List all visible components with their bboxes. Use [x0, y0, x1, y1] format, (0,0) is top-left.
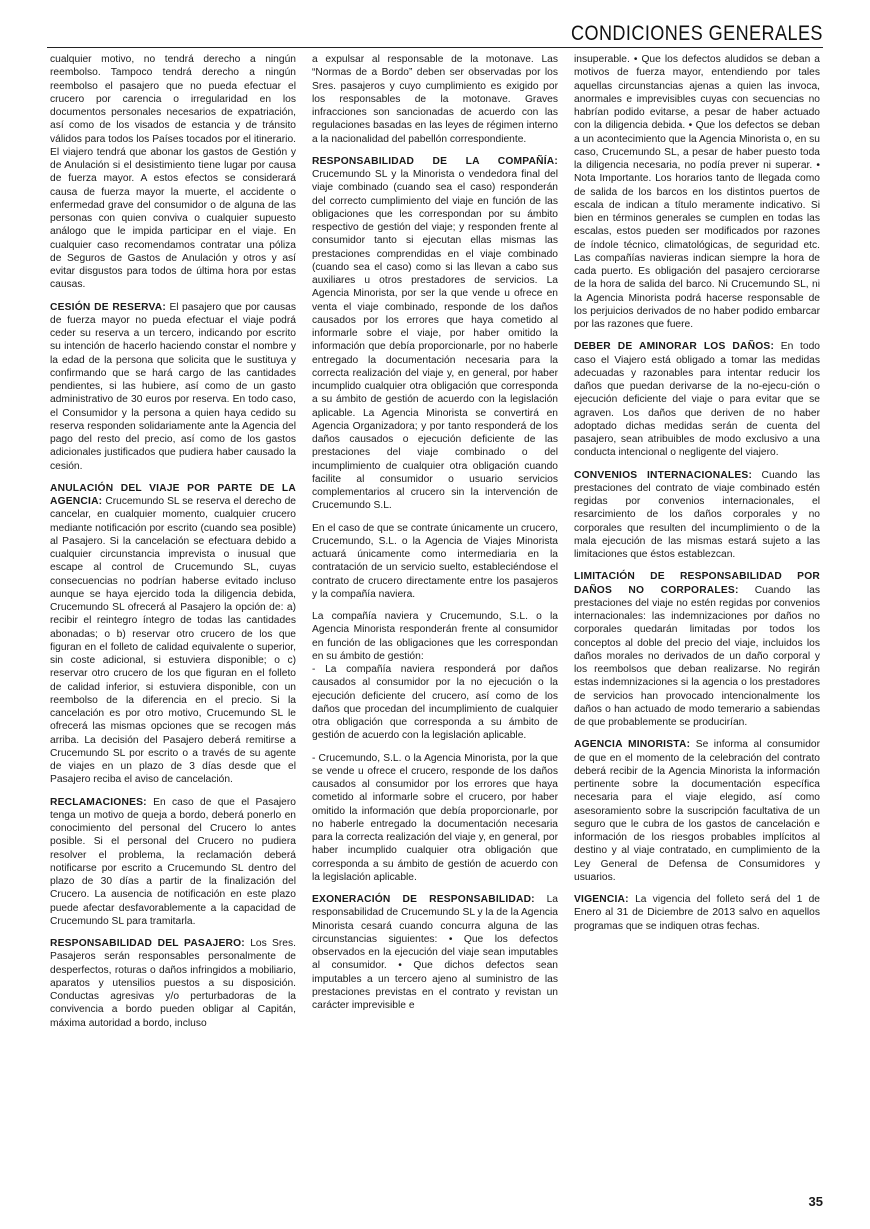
paragraph [312, 610, 558, 743]
paragraph-text: - Crucemundo, S.L. o la Agencia Minorista, por la que se vende u ofrece el crucero, responde de los daños causados al consumidor por los errores que haya cometido al informarle sobre el crucero, por haber omitido la información que debía proporcionarle, por no haberle entregado la documentación necesaria para la correcta realización del viaje y, en general, por haber incumplido cualquier otra obligación que corresponda a su ámbito de gestión de acuerdo con la legislación aplicable. [312, 752, 558, 883]
paragraph [312, 893, 558, 1012]
section-heading: VIGENCIA: [574, 894, 629, 905]
paragraph-text: a expulsar al responsable de la motonave. Las “Normas de a Bordo” deben ser observadas por los Sres. pasajeros y cuyo cumplimiento es exigido por los responsables de la motonave. Graves infracciones son sancionadas de acuerdo con las regulaciones basadas en las leyes de régimen interno a la nacionalidad del pabellón correspondiente. [312, 54, 558, 145]
section-heading: DEBER DE AMINORAR LOS DAÑOS: [574, 341, 775, 353]
paragraph [50, 796, 296, 929]
section-heading: RECLAMACIONES: [50, 796, 147, 808]
page-header-title: CONDICIONES GENERALES [571, 22, 823, 45]
paragraph-text: Cuando las prestaciones del viaje no estén regidas por convenios internacionales: las indemnizaciones por daños no corporales quedarán limitadas por todos los conceptos al doble del precio del viaje, incluidos los daños morales no derivados de un daño corporal y los reembolsos que deban realizarse. No regirán estas indemnizaciones si la agencia o los prestadores de servicios han provocado intencionalmente los daños o han actuado de modo temerario a sabiendas de que probablemente se producirían. [574, 584, 821, 728]
paragraph-text: Los Sres. Pasajeros serán responsables personalmente de desperfectos, roturas o daños infringidos a mobiliario, aparatos y utensilios puestos a su disposición. Conductas agresivas y/o perturbadoras de la convivencia a bordo pueden obligar al Capitán, máxima autoridad a bordo, incluso [50, 938, 296, 1029]
paragraph-text: En caso de que el Pasajero tenga un motivo de queja a bordo, deberá ponerlo en conocimiento del personal del Crucero lo antes posible. Si el personal del Crucero no pudiera resolver el problema, la reclamación deberá notificarse por escrito a Crucemundo SL dentro del plazo de 30 días a partir de la finalización del Crucero. La ausencia de notificación en este plazo puede afectar desfavorablemente a la capacidad de Crucemundo SL para tramitarla. [50, 796, 296, 927]
text-column-3 [574, 53, 820, 942]
paragraph-text: En el caso de que se contrate únicamente un crucero, Crucemundo, S.L. o la Agencia de Viajes Minorista actuará únicamente como intermediaria en la contratación de un servicio suelto, estableciéndose el contrato de crucero directamente entre los pasajeros y la compañía naviera. [312, 522, 558, 600]
paragraph-text: Crucemundo SL y la Minorista o vendedora final del viaje combinado (cuando sea el caso) responderán del correcto cumplimiento del viaje en función de las obligaciones que les correspondan por su ámbito respectivo de gestión del viaje; y responden frente al consumidor tanto si ejecutan ellas mismas las prestaciones comprendidas en el viaje combinado (cuando sea el caso) como si las llevan a cabo sus auxiliares u otros prestadores de servicios. La Agencia Minorista, por ser la que vende u ofrece en venta el viaje combinado, responde de los daños causados por los errores que haya cometido al informarle sobre el viaje, por haber omitido la información que debía proporcionarle, por no haberle entregado la documentación necesaria para la correcta realización del viaje y, en general, por haber incumplido cualquier otra obligación que corresponda a su ámbito de gestión de acuerdo con la legislación aplicable. La Agencia Minorista se convertirá en Agencia Organizadora; y por tanto responderá de los daños causados o ejecución deficiente de las prestaciones del viaje combinado o del incumplimiento de cualquier otra obligación cuando facilite al consumidor o usuario servicios complementarios al crucero sin la intervención de Crucemundo S.L. [312, 169, 558, 512]
paragraph-text: cualquier motivo, no tendrá derecho a ningún reembolso. Tampoco tendrá derecho a ningún reembolso el pasajero que no pueda efectuar el crucero por carencia o irregularidad en los documentos personales necesarios de expatriación, así como de los visados de estancia y de tránsito válidos para todos los Países tocados por el itinerario. El viajero tendrá que abonar los gastos de Gestión y de Anulación si el desistimiento tiene lugar por causa de fuerza mayor. A estos efectos se considerará causa de fuerza mayor la muerte, el accidente o enfermedad grave del consumidor o de alguna de las personas con quien conviva o cualquier supuesto análogo que le impida participar en el viaje. En cualquier caso recomendamos contratar una póliza de Seguros de Gastos de Anulación y otros y así evitar disgustos para todos de última hora por estas causas. [50, 54, 296, 291]
paragraph-text: En todo caso el Viajero está obligado a tomar las medidas adecuadas y razonables para intentar reducir los daños que puedan derivarse de la no-ejecu-ción o ejecución deficiente del viaje o para evitar que se agraven. Los daños que deriven de no haber adoptado dichas medidas serán de cuenta del pasajero, sean atribuibles de modo exclusivo a una conducta intencional o negligente del viajero. [574, 341, 820, 459]
paragraph [574, 469, 820, 562]
paragraph-text: Se informa al consumidor de que en el momento de la celebración del contrato deberá recibir de la Agencia Minorista la información pertinente sobre la documentación específica necesaria para el viaje elegido, así como asesoramiento sobre la suscripción facultativa de un seguro que le cubra de los gastos de cancelación e información de los riesgos probables implícitos al destino y al viaje contratado, en cumplimiento de la Ley General de Defensa de Consumidores y usuarios. [574, 739, 821, 883]
page-number: 35 [808, 1194, 823, 1209]
paragraph-text: Cuando las prestaciones del contrato de viaje combinado estén regidas por convenios internacionales, el resarcimiento de los daños corporales y no corporales que resulten del incumplimiento o de la mala ejecución de las mismas estará sujeto a las limitaciones que éstos establezcan. [574, 469, 820, 560]
paragraph [574, 340, 820, 459]
paragraph-text: insuperable. • Que los defectos aludidos se deban a motivos de fuerza mayor, entendiendo por tales aquellas circunstancias ajenas a quien las invoca, anormales e imprevisibles cuyas con secuencias no habrían podido evitarse, a pesar de haber actuado con la diligencia debida. • Que los defectos se deban a un acontecimiento que la Agencia Minorista o, en su caso, Crucemundo SL, a pesar de haber puesto toda la diligencia necesaria, no podía prever ni superar. • Nota Importante. Los horarios tanto de llegada como de salida de los barcos en los distintos puertos de escala de indican a título meramente indicativo. Si bien en términos generales se cumplen en todas las escalas, estos pueden ser modificados por razones de índole técnico, climatológicas, de seguridad etc. Las compañías navieras indican siempre la hora de cada puerto. Es obligación del pasajero cerciorarse de la hora de salida del barco. Ni Crucemundo SL, ni la Agencia Minorista podrá hacerse responsable de los perjuicios derivados de no haber podido embarcar por las razones que fuere. [574, 54, 820, 330]
section-heading: EXONERACIÓN DE RESPONSABILIDAD: [312, 894, 535, 905]
paragraph [574, 53, 820, 331]
paragraph-text: El pasajero que por causas de fuerza mayor no pueda efectuar el viaje podrá ceder su reserva a un tercero, indicando por escrito su intención de hacerlo haciendo constar el nombre y la edad de la persona que solicita que le sustituya y confirmando que se hará cargo de las cantidades pendientes, si las hubiere, así como de un gasto administrativo de 30 euros por reserva. En todo caso, el Consumidor y la persona a quien haya cedido su reserva responden solidariamente ante la Agencia del pago del resto del precio, así como de los gastos adicionales justificados que pudiera haber causado la cesión. [50, 301, 296, 472]
section-heading: CONVENIOS INTERNACIONALES: [574, 469, 753, 481]
paragraph [574, 893, 820, 933]
section-heading: CESIÓN DE RESERVA: [50, 301, 167, 313]
paragraph [50, 937, 296, 1030]
paragraph [50, 482, 296, 787]
section-heading: RESPONSABILIDAD DEL PASAJERO: [50, 938, 245, 949]
paragraph [50, 53, 296, 292]
paragraph-text: La responsabilidad de Crucemundo SL y la de la Agencia Minorista cesará cuando concurra alguna de las circunstancias siguientes: • Que los defectos observados en la ejecución del viaje sean imputables al consumidor. • Que dichos defectos sean imputables a un tercero ajeno al suministro de las prestaciones previstas en el contrato y revistan un carácter imprevisible e [312, 894, 558, 1011]
paragraph [50, 301, 296, 473]
section-heading: AGENCIA MINORISTA: [574, 739, 691, 751]
paragraph [312, 53, 558, 146]
paragraph [312, 752, 558, 885]
section-heading: RESPONSABILIDAD DE LA COMPAÑÍA: [312, 155, 558, 167]
paragraph [574, 738, 820, 884]
paragraph-text: Crucemundo SL se reserva el derecho de cancelar, en cualquier momento, cualquier crucero mediante notificación por escrito (cuando sea posible) al Pasajero. Si la cancelación se efectuara debido a cualquier circunstancia imprevista o inusual que escape al control de Crucemundo SL, cuyas consecuencias no podrían haberse evitado incluso aunque se haya ejercido toda la diligencia debida, Crucemundo SL ofrecerá al Pasajero la opción de: a) recibir el reintegro íntegro de todas las cantidades abonadas; o b) reservar otro crucero de los que figuran en el folleto de calidad equivalente o superior, sin coste adicional, si estuviera disponible; o c) reservar otro crucero de los que figuran en el folleto de calidad inferior, si estuviera disponible, con un reembolso de la diferencia en el precio. Si la cancelación es por otro motivo, Crucemundo SL le ofrecerá las mismas opciones que se recogen más arriba. La decisión del Pasajero deberá remitirse a Crucemundo SL por escrito o a través de su agente de viajes en un plazo de 3 días desde que el Pasajero reciba el aviso de cancelación. [50, 496, 296, 786]
section-heading: LIMITACIÓN DE RESPONSABILIDAD POR DAÑOS NO CORPORALES: [574, 571, 820, 596]
paragraph-text: La compañía naviera y Crucemundo, S.L. o la Agencia Minorista responderán frente al consumidor en función de las obligaciones que les correspondan en su ámbito de gestión: - La compañía naviera responderá por daños causados al consumidor por la no ejecución o la ejecución deficiente del crucero, así como de los daños que procedan del incumplimiento de cualquier otra obligación que corresponda a su ámbito de gestión de acuerdo con la legislación aplicable. [312, 611, 558, 742]
header-divider [47, 47, 823, 48]
text-column-2 [312, 53, 558, 1021]
paragraph-text: La vigencia del folleto será del 1 de Enero al 31 de Diciembre de 2013 salvo en aquellos programas que se indiquen otras fechas. [574, 894, 820, 932]
section-heading: ANULACIÓN DEL VIAJE POR PARTE DE LA AGENCIA: [50, 482, 296, 507]
paragraph [312, 522, 558, 602]
paragraph [312, 155, 558, 513]
paragraph [574, 570, 820, 729]
text-column-1 [50, 53, 296, 1039]
